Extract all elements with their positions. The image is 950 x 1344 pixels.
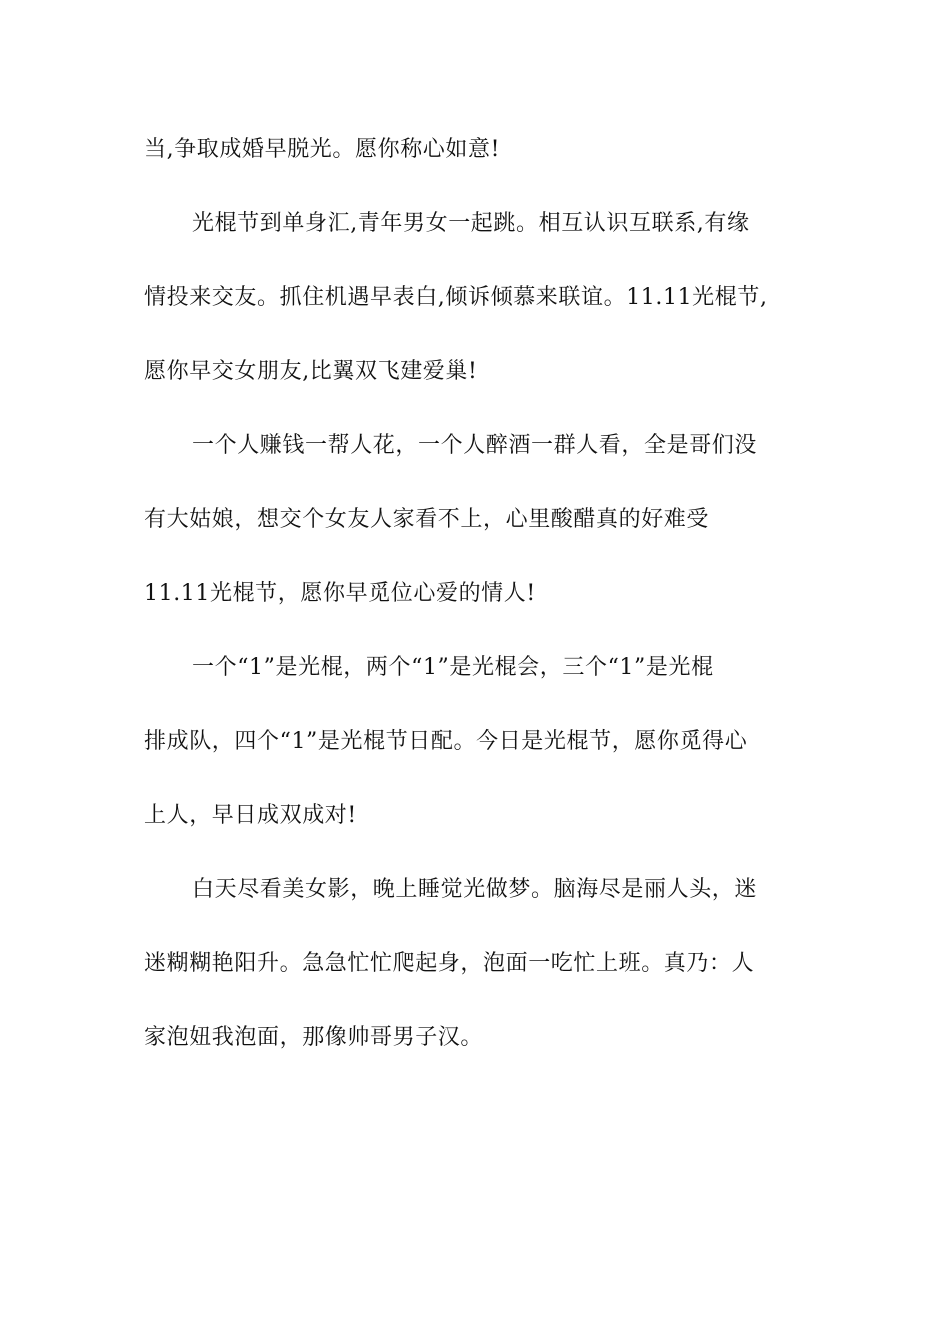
- document-body: [144, 122, 814, 1066]
- paragraph-3: [144, 418, 814, 622]
- paragraph-1: [144, 122, 814, 178]
- paragraph-line: 一个人赚钱一帮人花，一个人醉酒一群人看，全是哥们没: [192, 433, 758, 458]
- paragraph-line: 愿你早交女朋友,比翼双飞建爱巢!: [144, 359, 478, 384]
- paragraph-line: 排成队，四个“1”是光棍节日配。今日是光棍节，愿你觅得心: [144, 729, 748, 754]
- paragraph-line: 情投来交友。抓住机遇早表白,倾诉倾慕来联谊。11.11光棍节,: [144, 285, 768, 310]
- paragraph-line: 当,争取成婚早脱光。愿你称心如意!: [144, 137, 501, 162]
- paragraph-line: 有大姑娘，想交个女友人家看不上，心里酸醋真的好难受: [144, 507, 710, 532]
- paragraph-line: 一个“1”是光棍，两个“1”是光棍会，三个“1”是光棍: [192, 655, 714, 680]
- paragraph-line: 白天尽看美女影，晚上睡觉光做梦。脑海尽是丽人头，迷: [192, 877, 758, 902]
- paragraph-line: 11.11光棍节，愿你早觅位心爱的情人!: [144, 581, 536, 606]
- paragraph-line: 光棍节到单身汇,青年男女一起跳。相互认识互联系,有缘: [192, 211, 750, 236]
- paragraph-line: 迷糊糊艳阳升。急急忙忙爬起身，泡面一吃忙上班。真乃：人: [144, 951, 755, 976]
- paragraph-2: [144, 196, 814, 400]
- paragraph-line: 上人，早日成双成对!: [144, 803, 357, 828]
- paragraph-4: [144, 640, 814, 844]
- paragraph-line: 家泡妞我泡面，那像帅哥男子汉。: [144, 1025, 484, 1050]
- paragraph-5: [144, 862, 814, 1066]
